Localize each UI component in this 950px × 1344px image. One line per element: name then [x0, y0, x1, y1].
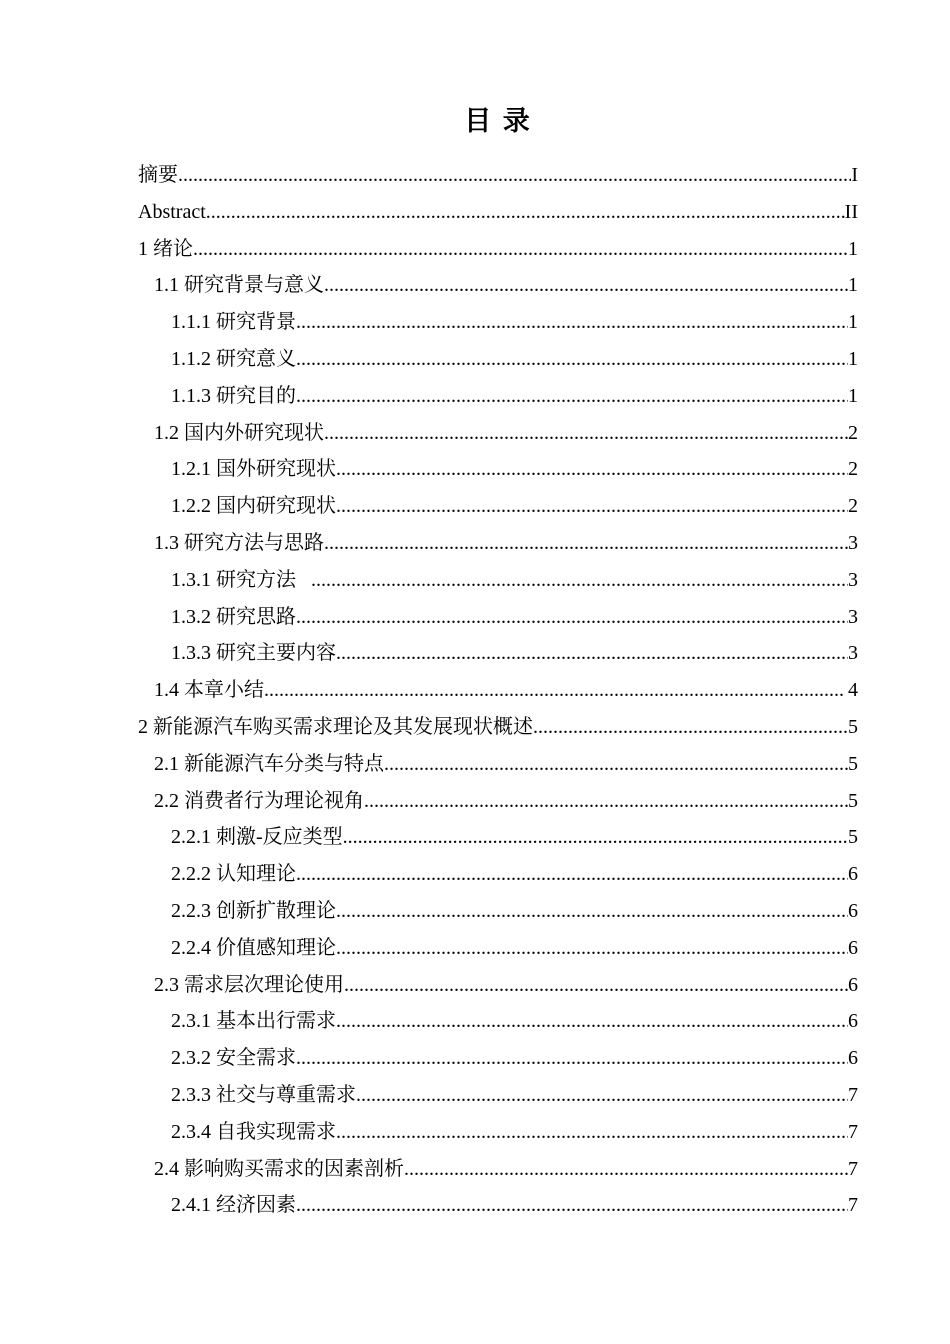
- toc-entry-label: 2.3.4 自我实现需求: [171, 1120, 336, 1143]
- toc-entry[interactable]: [138, 1151, 858, 1188]
- toc-entry-label: 2.3.3 社交与尊重需求: [171, 1083, 356, 1106]
- toc-entry-label: 1 绪论: [138, 237, 193, 260]
- toc-page-number: 5: [848, 752, 858, 775]
- toc-leader-dots: [264, 672, 843, 709]
- toc-leader-dots: [356, 1077, 848, 1114]
- toc-page-number: 6: [848, 936, 858, 959]
- toc-leader-dots: [324, 415, 848, 452]
- toc-entry-label: 1.3 研究方法与思路: [154, 531, 324, 554]
- toc-entry[interactable]: [138, 709, 858, 746]
- toc-page-number: 7: [848, 1120, 858, 1143]
- toc-entry-label: 2.3.2 安全需求: [171, 1047, 296, 1070]
- toc-entry-label: 2.2.4 价值感知理论: [171, 936, 336, 959]
- toc-entry-label: 2 新能源汽车购买需求理论及其发展现状概述: [138, 715, 533, 738]
- toc-title: 目 录: [464, 106, 532, 136]
- toc-page-number: 4: [843, 679, 858, 702]
- toc-entry[interactable]: [138, 856, 858, 893]
- toc-entry[interactable]: [138, 341, 858, 378]
- toc-leader-dots: [296, 341, 848, 378]
- toc-entry[interactable]: [138, 783, 858, 820]
- toc-entry[interactable]: [138, 488, 858, 525]
- toc-leader-dots: [336, 893, 848, 930]
- toc-entry-label: 2.4 影响购买需求的因素剖析: [154, 1157, 404, 1180]
- toc-entry-label: 1.4 本章小结: [154, 679, 264, 702]
- toc-entry-label: 2.2.3 创新扩散理论: [171, 899, 336, 922]
- toc-entry-label: 2.2.2 认知理论: [171, 863, 296, 886]
- toc-entry-label: 1.1.1 研究背景: [171, 311, 296, 334]
- toc-entry-label: 2.3 需求层次理论使用: [154, 973, 344, 996]
- toc-entry[interactable]: [138, 1114, 858, 1151]
- toc-entry[interactable]: [138, 1040, 858, 1077]
- toc-leader-dots: [384, 746, 848, 783]
- toc-page-number: 7: [848, 1194, 858, 1217]
- toc-page-number: 1: [848, 384, 858, 407]
- toc-entry-label: 1.2.2 国内研究现状: [171, 495, 336, 518]
- toc-leader-dots: [533, 709, 848, 746]
- toc-page-number: 6: [848, 899, 858, 922]
- toc-entry-label: 2.4.1 经济因素: [171, 1194, 296, 1217]
- toc-entry[interactable]: [138, 1187, 858, 1224]
- toc-page-number: 1: [848, 274, 858, 297]
- toc-page-number: 3: [848, 642, 858, 665]
- toc-entry-label: 2.2.1 刺激-反应类型: [171, 826, 343, 849]
- toc-leader-dots: [296, 378, 848, 415]
- toc-entry-label: 1.2 国内外研究现状: [154, 421, 324, 444]
- toc-entry-label: 2.3.1 基本出行需求: [171, 1010, 336, 1033]
- toc-leader-dots: [296, 1040, 848, 1077]
- toc-leader-dots: [336, 1114, 848, 1151]
- toc-leader-dots: [324, 267, 848, 304]
- toc-leader-dots: [364, 783, 848, 820]
- toc-page-number: 3: [848, 605, 858, 628]
- toc-entry[interactable]: [138, 157, 858, 194]
- toc-page-number: 6: [848, 973, 858, 996]
- toc-page-number: 2: [848, 458, 858, 481]
- toc-leader-dots: [344, 967, 848, 1004]
- toc-entry[interactable]: [138, 451, 858, 488]
- toc-page-number: 1: [848, 347, 858, 370]
- toc-page-number: 6: [848, 1047, 858, 1070]
- toc-entry-label: 1.2.1 国外研究现状: [171, 458, 336, 481]
- toc-leader-dots: [296, 599, 848, 636]
- toc-page-number: 5: [848, 789, 858, 812]
- toc-page-number: II: [844, 200, 858, 223]
- table-of-contents: [138, 157, 858, 1224]
- toc-page-number: 7: [848, 1083, 858, 1106]
- toc-entry[interactable]: [138, 819, 858, 856]
- toc-page-number: 5: [848, 826, 858, 849]
- toc-entry[interactable]: [138, 378, 858, 415]
- toc-leader-dots: [343, 819, 848, 856]
- toc-entry-label: 2.2 消费者行为理论视角: [154, 789, 364, 812]
- toc-entry-label: 1.3.2 研究思路: [171, 605, 296, 628]
- toc-page-number: 1: [848, 311, 858, 334]
- toc-leader-dots: [336, 451, 848, 488]
- toc-entry[interactable]: [138, 525, 858, 562]
- toc-entry[interactable]: [138, 267, 858, 304]
- toc-leader-dots: [336, 1003, 848, 1040]
- toc-entry-label: 1.3.1 研究方法: [171, 568, 311, 591]
- toc-page-number: 3: [848, 568, 858, 591]
- toc-entry[interactable]: [138, 746, 858, 783]
- toc-entry[interactable]: [138, 415, 858, 452]
- toc-entry[interactable]: [138, 635, 858, 672]
- toc-entry[interactable]: [138, 231, 858, 268]
- toc-leader-dots: [206, 194, 845, 231]
- toc-entry[interactable]: [138, 930, 858, 967]
- toc-entry[interactable]: [138, 562, 858, 599]
- toc-entry-label: 1.1.3 研究目的: [171, 384, 296, 407]
- toc-leader-dots: [324, 525, 848, 562]
- toc-entry[interactable]: [138, 893, 858, 930]
- toc-entry-label: 1.1.2 研究意义: [171, 347, 296, 370]
- toc-leader-dots: [296, 856, 848, 893]
- toc-page-number: 5: [848, 715, 858, 738]
- toc-page-number: 6: [848, 863, 858, 886]
- toc-page-number: 7: [848, 1157, 858, 1180]
- toc-page-number: I: [851, 164, 858, 186]
- toc-leader-dots: [178, 157, 851, 194]
- toc-entry[interactable]: [138, 194, 858, 231]
- toc-entry[interactable]: [138, 672, 858, 709]
- toc-entry-label: 1.1 研究背景与意义: [154, 274, 324, 297]
- toc-leader-dots: [404, 1151, 848, 1188]
- toc-entry[interactable]: [138, 304, 858, 341]
- toc-leader-dots: [311, 562, 848, 599]
- toc-page-number: 1: [848, 237, 858, 260]
- toc-leader-dots: [193, 231, 848, 268]
- toc-leader-dots: [296, 1187, 848, 1224]
- toc-leader-dots: [336, 488, 848, 525]
- toc-entry[interactable]: [138, 599, 858, 636]
- toc-leader-dots: [296, 304, 848, 341]
- toc-page-number: 6: [848, 1010, 858, 1033]
- toc-entry[interactable]: [138, 967, 858, 1004]
- toc-page-number: 3: [848, 531, 858, 554]
- toc-leader-dots: [336, 635, 848, 672]
- toc-entry-label: 2.1 新能源汽车分类与特点: [154, 752, 384, 775]
- toc-page-number: 2: [848, 495, 858, 518]
- toc-entry-label: Abstract: [138, 200, 206, 223]
- toc-entry[interactable]: [138, 1077, 858, 1114]
- toc-entry-label: 摘要: [138, 164, 178, 186]
- toc-entry[interactable]: [138, 1003, 858, 1040]
- toc-entry-label: 1.3.3 研究主要内容: [171, 642, 336, 665]
- toc-page-number: 2: [848, 421, 858, 444]
- toc-leader-dots: [336, 930, 848, 967]
